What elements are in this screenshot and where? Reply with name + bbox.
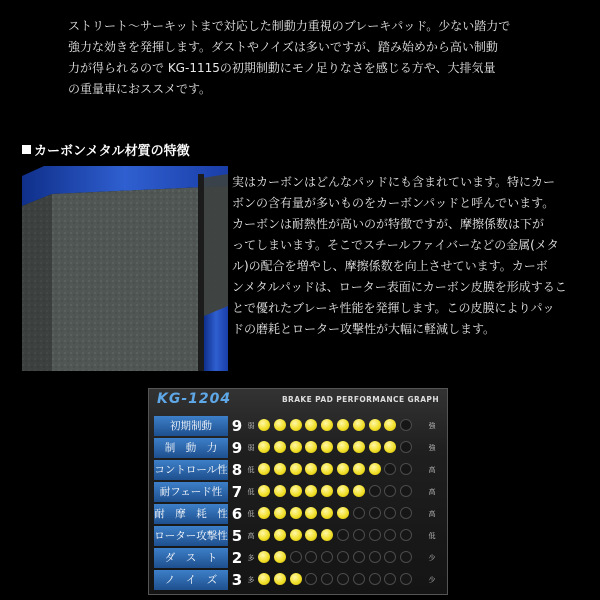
filled-dot xyxy=(321,529,333,541)
filled-dot xyxy=(274,507,286,519)
empty-dot xyxy=(369,485,381,497)
row-score: 2 xyxy=(231,549,243,567)
description-line: とで優れたブレーキ性能を発揮します。この皮膜によりパッ xyxy=(232,301,555,315)
graph-row xyxy=(154,482,442,502)
filled-dot xyxy=(384,419,396,431)
graph-row xyxy=(154,416,442,436)
filled-dot xyxy=(321,507,333,519)
row-right-mark: 低 xyxy=(428,532,436,540)
empty-dot xyxy=(369,507,381,519)
filled-dot xyxy=(274,419,286,431)
performance-graph xyxy=(148,388,448,595)
empty-dot xyxy=(369,529,381,541)
filled-dot xyxy=(321,485,333,497)
row-dots xyxy=(258,485,416,499)
filled-dot xyxy=(258,529,270,541)
row-score: 3 xyxy=(231,571,243,589)
intro-line: 強力な効きを発揮します。ダストやノイズは多いですが、踏み始めから高い制動 xyxy=(68,40,498,54)
filled-dot xyxy=(258,551,270,563)
filled-dot xyxy=(337,485,349,497)
empty-dot xyxy=(400,529,412,541)
empty-dot xyxy=(305,573,317,585)
empty-dot xyxy=(400,485,412,497)
empty-dot xyxy=(353,507,365,519)
intro-line: 力が得られるので KG-1115の初期制動にモノ足りなさを感じる方や、大排気量 xyxy=(68,61,496,75)
description-line: ボンの含有量が多いものをカーボンパッドと呼んでいます。 xyxy=(232,196,555,210)
empty-dot xyxy=(337,573,349,585)
empty-dot xyxy=(384,551,396,563)
filled-dot xyxy=(321,463,333,475)
graph-title: BRAKE PAD PERFORMANCE GRAPH xyxy=(281,395,439,404)
description-line: ンメタルパッドは、ローター表面にカーボン皮膜を形成するこ xyxy=(232,280,567,294)
row-left-mark: 弱 xyxy=(247,422,255,430)
empty-dot xyxy=(353,573,365,585)
filled-dot xyxy=(353,419,365,431)
row-label: ダ ス ト xyxy=(154,548,228,568)
filled-dot xyxy=(290,507,302,519)
row-right-mark: 少 xyxy=(428,576,436,584)
row-score: 8 xyxy=(231,461,243,479)
filled-dot xyxy=(258,485,270,497)
description-line: ってしまいます。そこでスチールファイバーなどの金属(メタ xyxy=(232,238,559,252)
filled-dot xyxy=(369,463,381,475)
graph-row xyxy=(154,570,442,590)
model-number: KG-1204 xyxy=(157,391,232,407)
filled-dot xyxy=(290,573,302,585)
row-right-mark: 強 xyxy=(428,444,436,452)
section-title-text: カーボンメタル材質の特徴 xyxy=(34,144,190,159)
filled-dot xyxy=(337,463,349,475)
filled-dot xyxy=(258,441,270,453)
description-line: ル)の配合を増やし、摩擦係数を向上させています。カーボ xyxy=(232,259,548,273)
intro-line: の重量車におススメです。 xyxy=(68,82,212,96)
intro-text xyxy=(68,16,568,100)
filled-dot xyxy=(258,463,270,475)
filled-dot xyxy=(274,529,286,541)
filled-dot xyxy=(337,507,349,519)
empty-dot xyxy=(321,573,333,585)
empty-dot xyxy=(337,529,349,541)
empty-dot xyxy=(353,529,365,541)
row-left-mark: 多 xyxy=(247,554,255,562)
filled-dot xyxy=(369,441,381,453)
row-label: 耐 摩 耗 性 xyxy=(154,504,228,524)
row-score: 6 xyxy=(231,505,243,523)
empty-dot xyxy=(384,573,396,585)
row-score: 9 xyxy=(231,439,243,457)
filled-dot xyxy=(290,485,302,497)
row-score: 5 xyxy=(231,527,243,545)
row-label: 初期制動 xyxy=(154,416,228,436)
filled-dot xyxy=(258,419,270,431)
filled-dot xyxy=(321,441,333,453)
empty-dot xyxy=(369,551,381,563)
empty-dot xyxy=(400,551,412,563)
filled-dot xyxy=(290,529,302,541)
row-left-mark: 高 xyxy=(247,532,255,540)
row-left-mark: 低 xyxy=(247,488,255,496)
row-left-mark: 低 xyxy=(247,466,255,474)
row-right-mark: 高 xyxy=(428,488,436,496)
empty-dot xyxy=(369,573,381,585)
empty-dot xyxy=(337,551,349,563)
square-bullet-icon xyxy=(22,145,31,154)
row-dots xyxy=(258,507,416,521)
empty-dot xyxy=(400,463,412,475)
row-dots xyxy=(258,529,416,543)
filled-dot xyxy=(274,463,286,475)
empty-dot xyxy=(321,551,333,563)
filled-dot xyxy=(290,463,302,475)
row-right-mark: 高 xyxy=(428,510,436,518)
row-label: ノ イ ズ xyxy=(154,570,228,590)
row-label: 耐フェード性 xyxy=(154,482,228,502)
empty-dot xyxy=(400,507,412,519)
filled-dot xyxy=(258,573,270,585)
filled-dot xyxy=(274,441,286,453)
row-dots xyxy=(258,551,416,565)
row-right-mark: 強 xyxy=(428,422,436,430)
row-dots xyxy=(258,463,416,477)
row-dots xyxy=(258,573,416,587)
filled-dot xyxy=(305,463,317,475)
row-left-mark: 弱 xyxy=(247,444,255,452)
filled-dot xyxy=(384,441,396,453)
filled-dot xyxy=(290,441,302,453)
graph-row xyxy=(154,526,442,546)
row-dots xyxy=(258,419,416,433)
filled-dot xyxy=(353,441,365,453)
intro-line: ストリート～サーキットまで対応した制動力重視のブレーキパッド。少ない踏力で xyxy=(68,19,511,33)
filled-dot xyxy=(321,419,333,431)
row-right-mark: 少 xyxy=(428,554,436,562)
empty-dot xyxy=(400,573,412,585)
filled-dot xyxy=(353,463,365,475)
row-label: 制 動 力 xyxy=(154,438,228,458)
row-score: 7 xyxy=(231,483,243,501)
row-score: 9 xyxy=(231,417,243,435)
description-line: 実はカーボンはどんなパッドにも含まれています。特にカー xyxy=(232,175,556,189)
empty-dot xyxy=(353,551,365,563)
filled-dot xyxy=(305,529,317,541)
graph-row xyxy=(154,548,442,568)
filled-dot xyxy=(305,441,317,453)
row-dots xyxy=(258,441,416,455)
filled-dot xyxy=(305,485,317,497)
empty-dot xyxy=(384,463,396,475)
empty-dot xyxy=(400,419,412,431)
description-line: ドの磨耗とローター攻撃性が大幅に軽減します。 xyxy=(232,322,496,336)
empty-dot xyxy=(305,551,317,563)
brake-pad-photo xyxy=(22,166,228,371)
filled-dot xyxy=(274,573,286,585)
filled-dot xyxy=(274,485,286,497)
row-label: コントロール性 xyxy=(154,460,228,480)
row-right-mark: 高 xyxy=(428,466,436,474)
filled-dot xyxy=(369,419,381,431)
graph-header xyxy=(149,389,447,411)
section-heading xyxy=(22,140,190,159)
row-label: ローター攻撃性 xyxy=(154,526,228,546)
graph-row xyxy=(154,460,442,480)
filled-dot xyxy=(290,419,302,431)
empty-dot xyxy=(384,529,396,541)
filled-dot xyxy=(274,551,286,563)
row-left-mark: 低 xyxy=(247,510,255,518)
filled-dot xyxy=(305,419,317,431)
filled-dot xyxy=(305,507,317,519)
filled-dot xyxy=(258,507,270,519)
graph-row xyxy=(154,438,442,458)
empty-dot xyxy=(290,551,302,563)
filled-dot xyxy=(353,485,365,497)
row-left-mark: 多 xyxy=(247,576,255,584)
description-line: カーボンは耐熱性が高いのが特徴ですが、摩擦係数は下が xyxy=(232,217,545,231)
brake-pad-illustration xyxy=(22,166,228,371)
empty-dot xyxy=(400,441,412,453)
description-text xyxy=(232,172,592,340)
graph-row xyxy=(154,504,442,524)
filled-dot xyxy=(337,441,349,453)
empty-dot xyxy=(384,485,396,497)
filled-dot xyxy=(337,419,349,431)
empty-dot xyxy=(384,507,396,519)
